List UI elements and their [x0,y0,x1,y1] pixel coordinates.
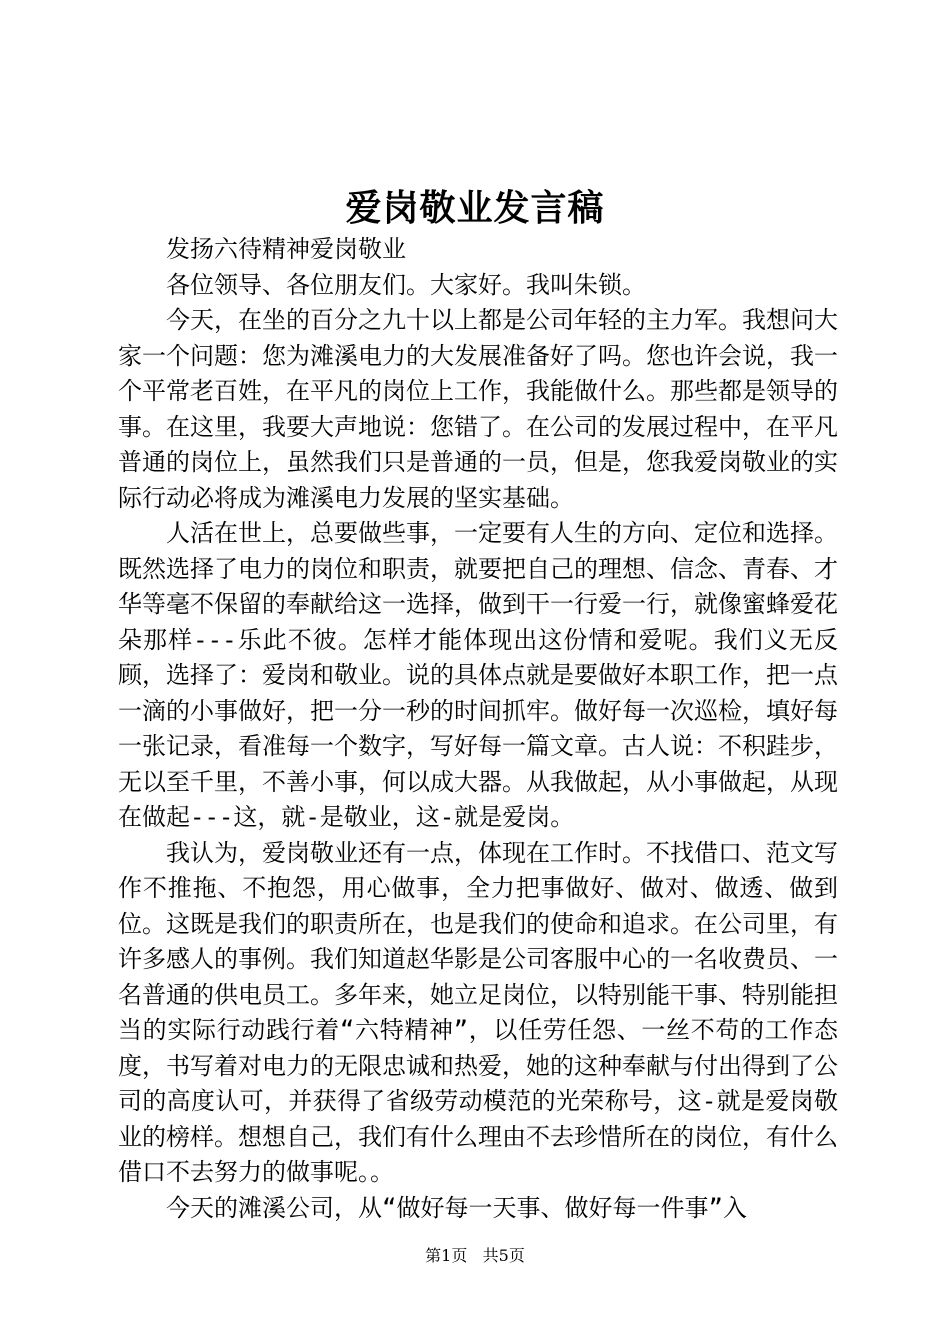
paragraph-6: 今天的滩溪公司，从“做好每一天事、做好每一件事”入 [166,1193,747,1222]
paragraph-3: 今天，在坐的百分之九十以上都是公司年轻的主力军。我想问大家一个问题：您为滩溪电力的大发展准备好了吗。您也许会说，我一个平常老百姓，在平凡的岗位上工作，我能做什么。那些都是领导的事。在这里，我要大声地说：您错了。在公司的发展过程中，在平凡普通的岗位上，虽然我们只是普通的一员，但是，您我爱岗敬业的实际行动必将成为滩溪电力发展的坚实基础。 [118,306,838,512]
page-footer [0,1245,950,1267]
paragraph-subtitle: 发扬六待精神爱岗敬业 [166,235,406,263]
page-number-separator [472,1246,477,1265]
document-title: 爱岗敬业发言稿 [345,187,605,229]
paragraph-5: 我认为，爱岗敬业还有一点，体现在工作时。不找借口、范文写作不推拖、不抱怨，用心做事，全力把事做好、做对、做透、做到位。这既是我们的职责所在，也是我们的使命和追求。在公司里，有许多感人的事例。我们知道赵华影是公司客服中心的一名收费员、一名普通的供电员工。多年来，她立足岗位，以特别能干事、特别能担当的实际行动践行着“六特精神”，以任劳任怨、一丝不苟的工作态度，书写着对电力的无限忠诚和热爱，她的这种奉献与付出得到了公司的高度认可，并获得了省级劳动模范的光荣称号，这-就是爱岗敬业的榜样。想想自己，我们有什么理由不去珍惜所在的岗位，有什么借口不去努力的做事呢。。 [118,838,838,1186]
paragraph-4: 人活在世上，总要做些事，一定要有人生的方向、定位和选择。既然选择了电力的岗位和职责，就要把自己的理想、信念、青春、才华等毫不保留的奉献给这一选择，做到干一行爱一行，就像蜜蜂爱花朵那样---乐此不彼。怎样才能体现出这份情和爱呢。我们义无反顾，选择了：爱岗和敬业。说的具体点就是要做好本职工作，把一点一滴的小事做好，把一分一秒的时间抓牢。做好每一次巡检，填好每一张记录，看准每一个数字，写好每一篇文章。古人说：不积跬步，无以至千里，不善小事，何以成大器。从我做起，从小事做起，从现在做起---这，就-是敬业，这-就是爱岗。 [118,519,838,831]
page-number-total: 共5页 [482,1246,525,1265]
document-body [118,232,838,1226]
page-number-current: 第1页 [425,1246,468,1265]
paragraph-greeting: 各位领导、各位朋友们。大家好。我叫朱锁。 [166,270,646,299]
